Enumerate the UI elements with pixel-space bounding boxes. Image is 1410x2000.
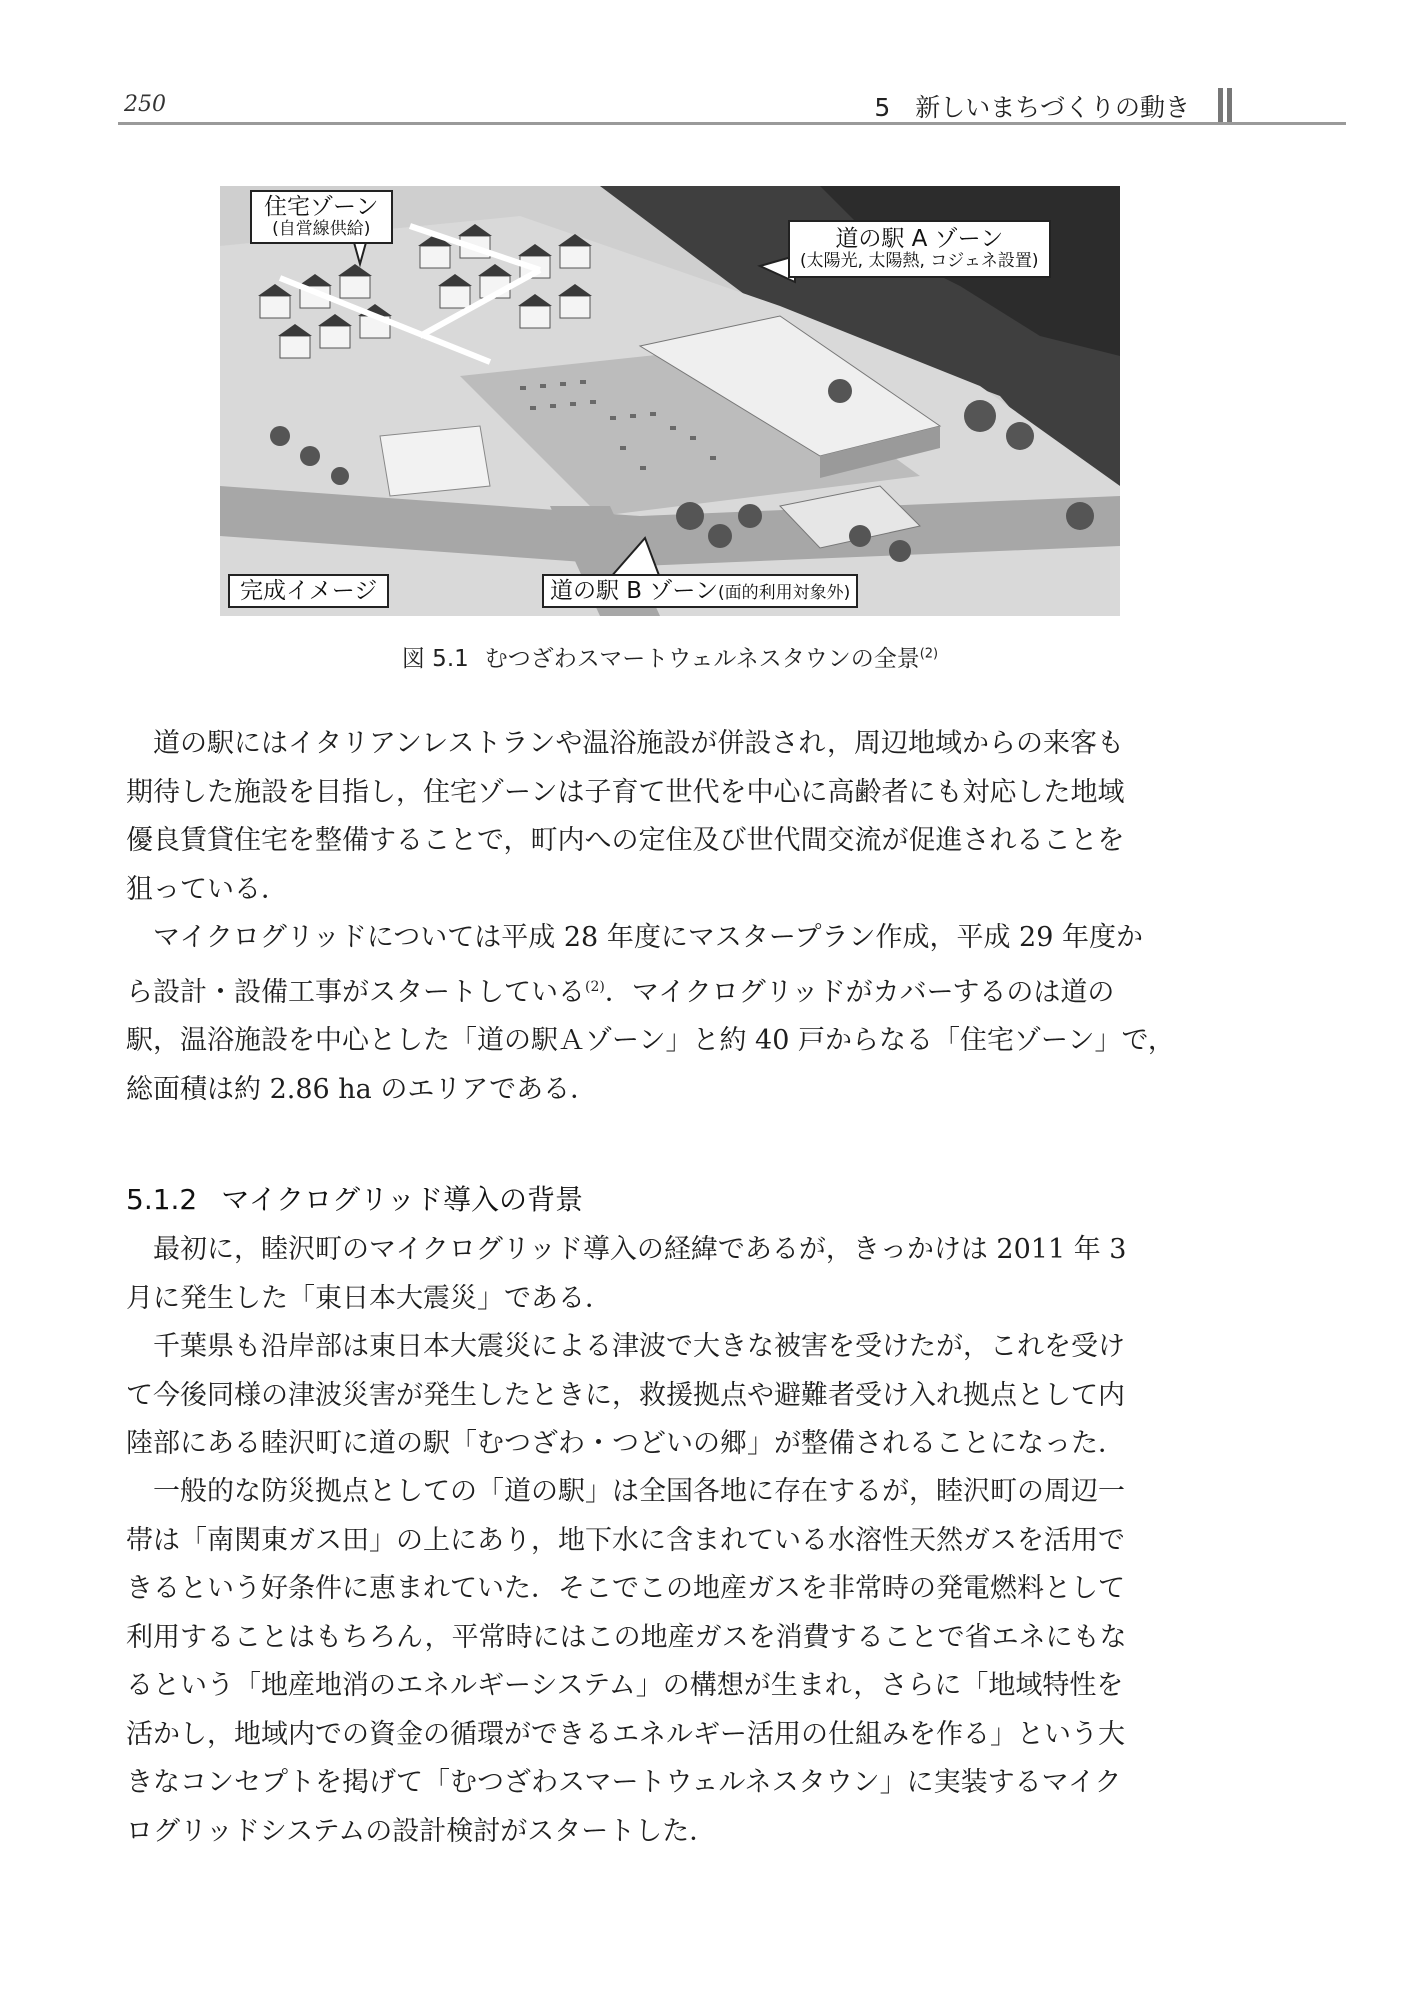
p2-line: 総面積は約 2.86 ha のエリアである．	[126, 1073, 598, 1105]
p5-line: きなコンセプトを掲げて「むつざわスマートウェルネスタウン」に実装するマイク	[126, 1767, 1122, 1798]
figure-label: 図 5.1	[401, 646, 469, 672]
callout-zone-a-main: 道の駅 A ゾーン	[835, 226, 1004, 252]
callout-complete-image: 完成イメージ	[228, 574, 389, 608]
figure-caption	[220, 640, 1120, 673]
section-title: マイクログリッド導入の背景	[221, 1183, 584, 1216]
town-aerial-figure	[220, 186, 1120, 616]
p2-line2-after: ．マイクログリッドがカバーするのは道の	[604, 976, 1115, 1008]
callout-zone-a-sub: (太陽光, 太陽熱, コジェネ設置)	[800, 251, 1039, 272]
p5-line: 利用することはもちろん，平常時にはこの地産ガスを消費することで省エネにもな	[126, 1621, 1127, 1653]
p1-line: 道の駅にはイタリアンレストランや温浴施設が併設され，周辺地域からの来客も	[153, 728, 1125, 759]
p3-line: 月に発生した「東日本大震災」である．	[126, 1282, 612, 1314]
p2-line	[126, 963, 1234, 1018]
callout-housing-main: 住宅ゾーン	[264, 194, 379, 220]
page-number: 250	[124, 92, 166, 117]
callout-zone-b-main: 道の駅 B ゾーン	[550, 578, 718, 604]
figure-caption-ref: (2)	[919, 646, 939, 662]
section-heading	[126, 1178, 583, 1218]
page-header	[118, 84, 1230, 124]
p3-line: 最初に，睦沢町のマイクログリッド導入の経緯であるが，きっかけは 2011 年 3	[153, 1234, 1127, 1265]
p1-line: 狙っている．	[126, 873, 288, 905]
callout-housing-sub: (自営線供給)	[272, 219, 371, 240]
paragraph-3	[126, 1226, 1234, 1323]
callout-station-zone-b	[542, 574, 858, 608]
p1-line: 優良賃貸住宅を整備することで，町内への定住及び世代間交流が促進されることを	[126, 825, 1125, 856]
figure-caption-text: むつざわスマートウェルネスタウンの全景	[484, 646, 920, 672]
section-number: 5.1.2	[126, 1183, 198, 1216]
p2-line: 駅，温浴施設を中心とした「道の駅Ａゾーン」と約 40 戸からなる「住宅ゾーン」で，	[126, 1025, 1175, 1056]
p5-line: きるという好条件に恵まれていた．そこでこの地産ガスを非常時の発電燃料として	[126, 1573, 1125, 1604]
p2-reference: (2)	[585, 978, 605, 995]
p5-line: るという「地産地消のエネルギーシステム」の構想が生まれ，さらに「地域特性を	[126, 1670, 1124, 1701]
p4-line: 陸部にある睦沢町に道の駅「むつざわ・つどいの郷」が整備されることになった．	[126, 1428, 1125, 1459]
paragraph-5	[126, 1468, 1234, 1856]
paragraph-2	[126, 914, 1234, 1114]
p5-line: 活かし，地域内での資金の循環ができるエネルギー活用の仕組みを作る」という大	[126, 1718, 1125, 1750]
p4-line: 千葉県も沿岸部は東日本大震災による津波で大きな被害を受けたが，これを受け	[153, 1331, 1125, 1362]
paragraph-4	[126, 1323, 1234, 1469]
p1-line: 期待した施設を目指し，住宅ゾーンは子育て世代を中心に高齢者にも対応した地域	[126, 776, 1125, 808]
p5-line: 帯は「南関東ガス田」の上にあり，地下水に含まれている水溶性天然ガスを活用で	[126, 1524, 1125, 1556]
p5-line: 一般的な防災拠点としての「道の駅」は全国各地に存在するが，睦沢町の周辺一	[153, 1476, 1125, 1507]
p2-line: マイクログリッドについては平成 28 年度にマスタープラン作成，平成 29 年度か	[153, 922, 1143, 953]
paragraph-1	[126, 720, 1234, 914]
callout-station-zone-a	[788, 220, 1051, 278]
header-bars	[1214, 88, 1232, 126]
header-rule	[118, 122, 1346, 125]
p5-line: ログリッドシステムの設計検討がスタートした．	[126, 1815, 717, 1847]
p4-line: て今後同様の津波災害が発生したときに，救援拠点や避難者受け入れ拠点として内	[126, 1379, 1125, 1411]
chapter-title: 5 新しいまちづくりの動き	[874, 93, 1190, 122]
callout-housing-zone	[250, 190, 393, 244]
callout-zone-b-sub: (面的利用対象外)	[717, 583, 851, 603]
p2-line2-before: ら設計・設備工事がスタートしている	[126, 976, 585, 1008]
